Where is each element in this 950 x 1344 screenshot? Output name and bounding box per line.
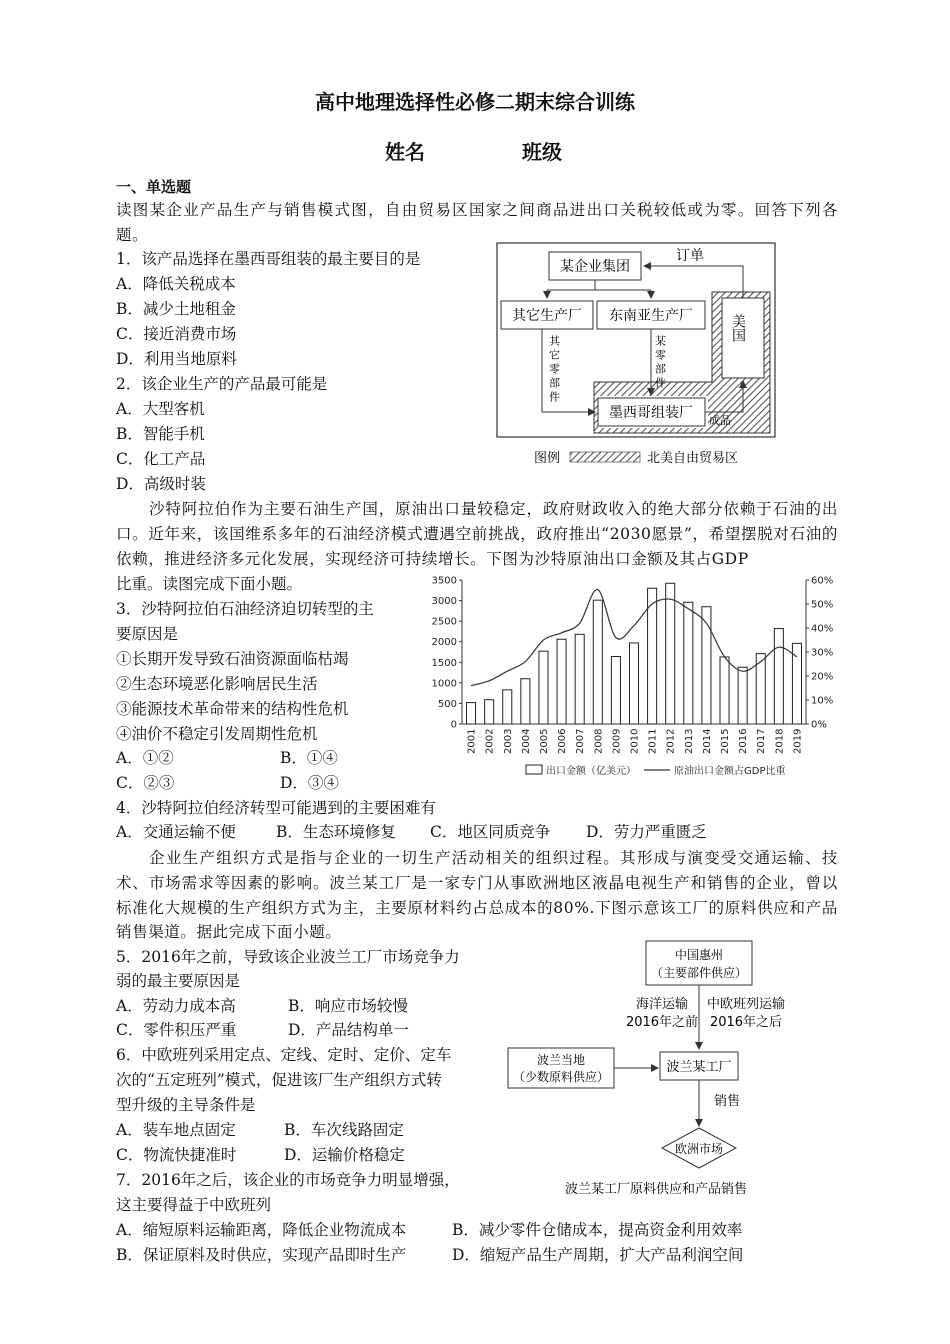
q4-option-b[interactable]: B．生态环境修复 [276, 823, 396, 841]
bar-2010 [629, 643, 638, 724]
bar-2001 [467, 703, 476, 724]
q3-item-2: ②生态环境恶化影响居民生活 [116, 675, 318, 693]
right-tick-label: 20% [811, 671, 834, 683]
bar-2014 [702, 607, 711, 724]
x-tick-label: 2009 [611, 728, 623, 754]
factory-label: 波兰某工厂 [666, 1060, 732, 1075]
q7-option-d[interactable]: D．缩短产品生产周期，扩大产品利润空间 [452, 1246, 744, 1264]
right-tick-label: 0% [811, 719, 827, 731]
rail-transport-label: 中欧班列运输 [706, 997, 786, 1012]
q1-option-d[interactable]: D．利用当地原料 [116, 350, 237, 368]
q2-option-c[interactable]: C．化工产品 [116, 450, 206, 468]
q7-stem-line1: 7．2016年之后，该企业的市场竞争力明显增强， [116, 1171, 460, 1189]
q2-stem: 2．该企业生产的产品最可能是 [116, 375, 328, 393]
q6-option-b[interactable]: B．车次线路固定 [284, 1121, 404, 1139]
x-tick-label: 2005 [538, 728, 550, 754]
x-tick-label: 2008 [593, 728, 605, 754]
rail-transport-year: 2016年之后 [709, 1015, 783, 1030]
q7-option-a[interactable]: A．缩短原料运输距离，降低企业物流成本 [116, 1221, 407, 1239]
bar-2015 [720, 657, 729, 724]
poland-factory-diagram [500, 936, 820, 1198]
q3-item-4: ④油价不稳定引发周期性危机 [116, 725, 318, 743]
q5-stem-line2: 弱的最主要原因是 [116, 972, 241, 990]
q4-option-a[interactable]: A．交通运输不便 [116, 823, 236, 841]
legend-text: 北美自由贸易区 [647, 451, 739, 466]
poland-local-label: 波兰当地 [536, 1053, 586, 1067]
bar-2005 [539, 651, 548, 724]
sea-transport-label: 海洋运输 [635, 997, 689, 1012]
right-tick-label: 10% [811, 695, 834, 707]
x-tick-label: 2004 [520, 728, 532, 754]
q5-option-a[interactable]: A．劳动力成本高 [116, 997, 236, 1015]
q7-option-b[interactable]: B．减少零件仓储成本，提高资金利用效率 [452, 1221, 743, 1239]
bar-2016 [738, 667, 747, 724]
q1-option-b[interactable]: B．减少土地租金 [116, 300, 236, 318]
x-tick-label: 2017 [756, 728, 768, 754]
bar-2008 [593, 600, 602, 724]
q6-option-c[interactable]: C．物流快捷准时 [116, 1146, 237, 1164]
q6-option-d[interactable]: D．运输价格稳定 [284, 1146, 405, 1164]
q6-stem-line1: 6．中欧班列采用定点、定线、定时、定价、定车 [116, 1046, 452, 1064]
intro-paragraph-2-end: 比重。读图完成下面小题。 [116, 575, 303, 593]
legend-swatch [570, 452, 640, 462]
bar-2002 [485, 700, 494, 724]
x-tick-label: 2002 [484, 728, 496, 754]
q3-option-c[interactable]: C．②③ [116, 774, 175, 792]
x-tick-label: 2019 [792, 728, 804, 754]
saudi-oil-chart [422, 572, 840, 782]
q3-option-d[interactable]: D．③④ [280, 774, 339, 792]
q6-option-a[interactable]: A．装车地点固定 [116, 1121, 236, 1139]
bar-2003 [503, 690, 512, 724]
right-tick-label: 30% [811, 647, 834, 659]
q3-stem-line1: 3．沙特阿拉伯石油经济迫切转型的主 [116, 600, 374, 618]
bar-2009 [611, 657, 620, 724]
q5-option-b[interactable]: B．响应市场较慢 [288, 997, 408, 1015]
order-label: 订单 [676, 248, 704, 264]
sea-transport-year: 2016年之前 [625, 1015, 699, 1030]
left-tick-label: 2000 [431, 637, 457, 649]
some-parts-label: 某零部件 [653, 335, 667, 391]
intro-paragraph-1: 读图某企业产品生产与销售模式图，自由贸易区国家之间商品进出口关税较低或为零。回答下列各题。 [116, 201, 838, 244]
trade-model-diagram [494, 240, 780, 472]
x-tick-label: 2011 [647, 728, 659, 754]
huizhou-label: 中国惠州 [674, 948, 724, 962]
left-tick-label: 0 [450, 719, 457, 731]
diagram-caption: 波兰某工厂原料供应和产品销售 [564, 1182, 748, 1197]
other-plant-label: 其它生产厂 [512, 308, 582, 324]
group-label: 某企业集团 [560, 259, 630, 275]
bar-2012 [666, 583, 675, 724]
x-tick-label: 2014 [701, 728, 713, 754]
section-heading: 一、单选题 [116, 178, 192, 196]
intro-paragraph-2: 沙特阿拉伯作为主要石油生产国，原油出口量较稳定，政府财政收入的绝大部分依赖于石油的出口。近年来，该国维系多年的石油经济模式遭遇空前挑战，政府推出“2030愿景”，希望摆脱对石油的依赖，推进经济多元化发展，实现经济可持续增长。下图为沙特原油出口金额及其占GDP [116, 500, 838, 568]
usa-label: 美国 [730, 314, 746, 342]
x-tick-label: 2013 [683, 728, 695, 754]
bar-2006 [557, 639, 566, 724]
market-label: 欧洲市场 [674, 1142, 724, 1156]
bar-2007 [575, 634, 584, 724]
sea-plant-label: 东南亚生产厂 [609, 308, 693, 324]
q3-option-a[interactable]: A．①② [116, 749, 174, 767]
name-label: 姓名 [385, 140, 425, 164]
q4-option-c[interactable]: C．地区同质竞争 [430, 823, 551, 841]
bar-2013 [684, 602, 693, 724]
q5-option-d[interactable]: D．产品结构单一 [288, 1021, 409, 1039]
x-tick-label: 2010 [629, 728, 641, 754]
x-tick-label: 2012 [665, 728, 677, 754]
left-tick-label: 3500 [431, 575, 457, 587]
q2-option-d[interactable]: D．高级时装 [116, 475, 206, 493]
x-tick-label: 2015 [720, 728, 732, 754]
q6-stem-line3: 型升级的主导条件是 [116, 1096, 256, 1114]
left-tick-label: 2500 [431, 616, 457, 628]
x-tick-label: 2001 [466, 728, 478, 754]
left-tick-label: 3000 [431, 596, 457, 608]
x-tick-label: 2007 [575, 728, 587, 754]
class-label: 班级 [522, 140, 562, 164]
q5-stem-line1: 5．2016年之前，导致该企业波兰工厂市场竞争力 [116, 948, 460, 966]
bar-2011 [648, 588, 657, 724]
mexico-label: 墨西哥组装厂 [609, 405, 693, 421]
left-tick-label: 500 [437, 698, 457, 710]
right-tick-label: 60% [811, 575, 834, 587]
bar-2004 [521, 679, 530, 724]
q4-stem: 4．沙特阿拉伯经济转型可能遇到的主要困难有 [116, 799, 436, 817]
q2-option-a[interactable]: A．大型客机 [116, 400, 205, 418]
left-tick-label: 1000 [431, 678, 457, 690]
q3-item-3: ③能源技术革命带来的结构性危机 [116, 700, 349, 718]
legend-label: 图例 [534, 451, 561, 466]
x-tick-label: 2003 [502, 728, 514, 754]
q6-stem-line2: 次的“五定班列”模式，促进该厂生产组织方式转 [116, 1071, 442, 1089]
x-tick-label: 2018 [774, 728, 786, 754]
q3-option-b[interactable]: B．①④ [280, 749, 338, 767]
q1-stem: 1．该产品选择在墨西哥组装的最主要目的是 [116, 250, 421, 268]
bar-2019 [792, 643, 801, 724]
q2-option-b[interactable]: B．智能手机 [116, 425, 205, 443]
legend-bar-swatch [526, 765, 542, 774]
q1-option-c[interactable]: C．接近消费市场 [116, 325, 237, 343]
bar-2018 [774, 629, 783, 724]
q4-option-d[interactable]: D．劳力严重匮乏 [586, 823, 707, 841]
intro-paragraph-3: 企业生产组织方式是指与企业的一切生产活动相关的组织过程。其形成与演变受交通运输、技术、市场需求等因素的影响。波兰某工厂是一家专门从事欧洲地区液晶电视生产和销售的企业，曾以标准化大规模的生产组织方式为主，主要原材料约占总成本的80%.下图示意该工厂的原料供应和产品销售渠道。据此完成下面小题。 [116, 849, 838, 942]
other-parts-label: 其它零部件 [547, 335, 561, 405]
huizhou-sub-label: （主要部件供应） [650, 966, 748, 980]
q3-stem-line2: 要原因是 [116, 625, 179, 643]
x-tick-label: 2006 [557, 728, 569, 754]
legend-line-label: 原油出口金额占GDP比重 [674, 766, 786, 777]
poland-local-sub-label: （少数原料供应） [512, 1070, 610, 1084]
q3-item-1: ①长期开发导致石油资源面临枯竭 [116, 650, 349, 668]
page-title: 高中地理选择性必修二期末综合训练 [315, 90, 635, 114]
left-tick-label: 1500 [431, 657, 457, 669]
sales-label: 销售 [714, 1094, 741, 1109]
q7-stem-line2: 这主要得益于中欧班列 [116, 1196, 272, 1214]
q7-option-c[interactable]: B．保证原料及时供应，实现产品即时生产 [116, 1246, 407, 1264]
x-tick-label: 2016 [738, 728, 750, 754]
q1-option-a[interactable]: A．降低关税成本 [116, 275, 236, 293]
right-tick-label: 40% [811, 623, 834, 635]
product-label: 成品 [709, 414, 731, 427]
q5-option-c[interactable]: C．零件积压严重 [116, 1021, 237, 1039]
right-tick-label: 50% [811, 599, 834, 611]
legend-bar-label: 出口金额（亿美元） [546, 766, 636, 777]
